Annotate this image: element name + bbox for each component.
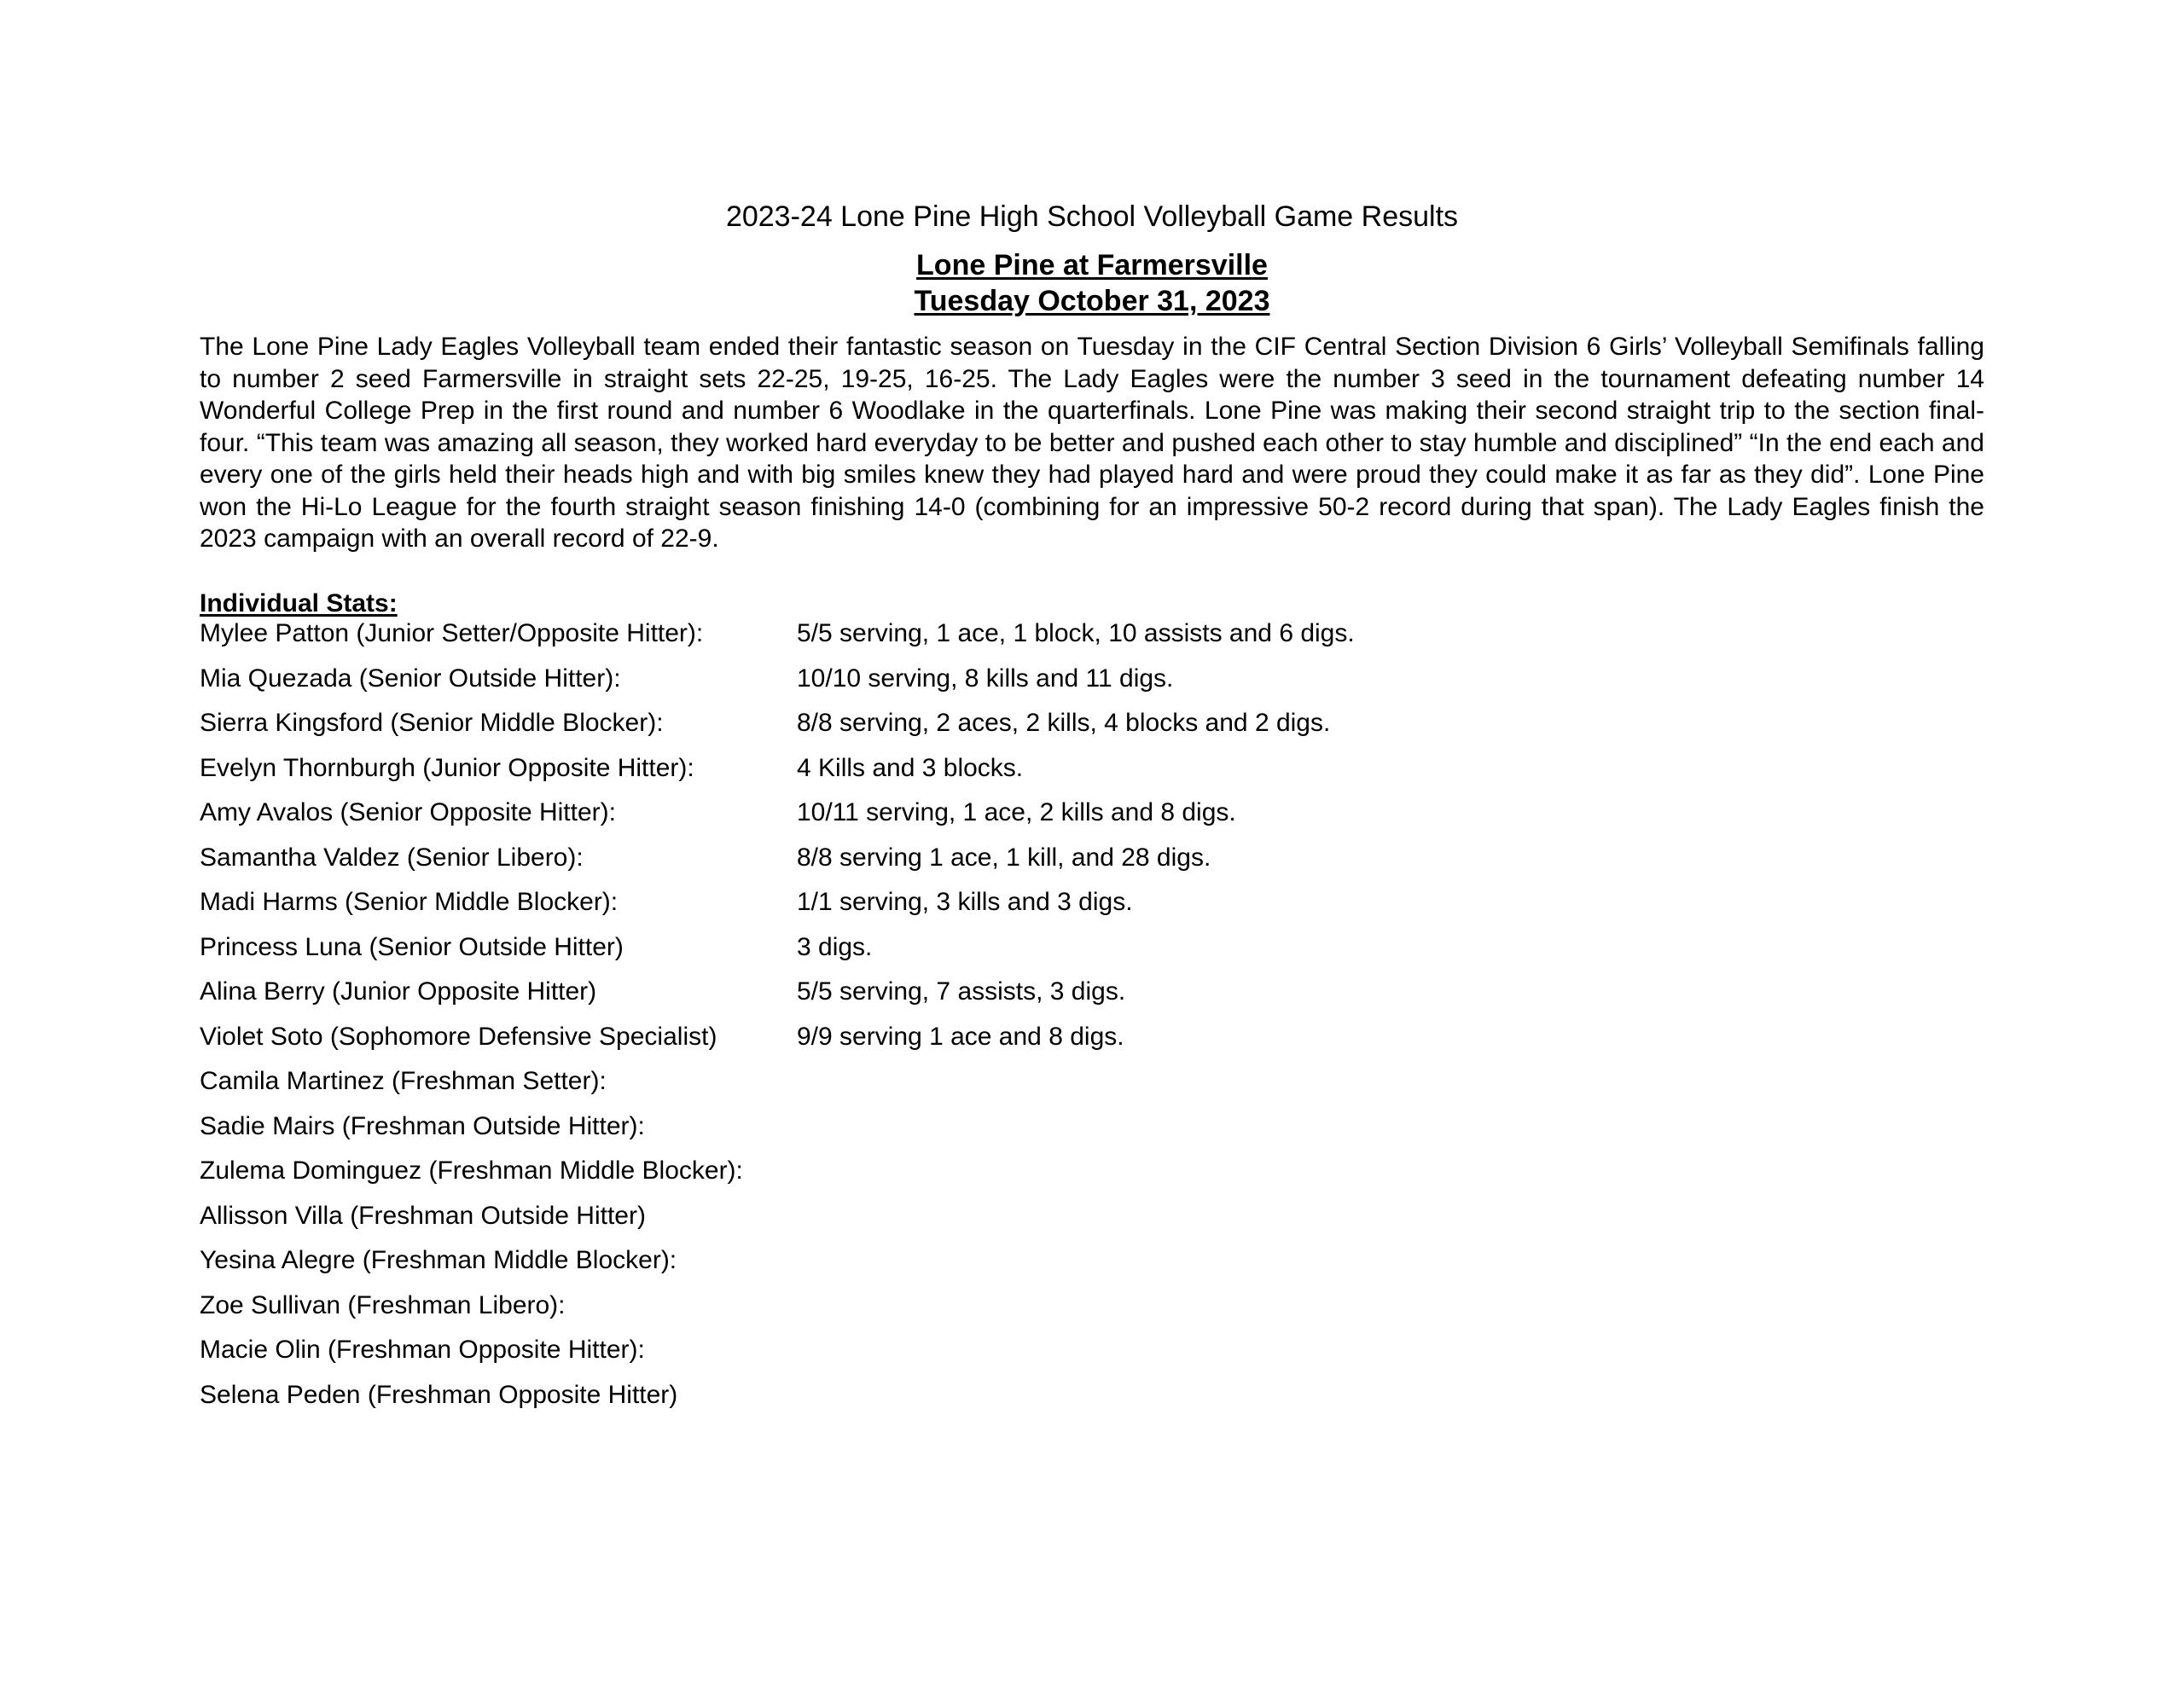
player-name: Alina Berry (Junior Opposite Hitter) [200, 977, 597, 1006]
player-name: Allisson Villa (Freshman Outside Hitter) [200, 1201, 646, 1230]
player-name: Macie Olin (Freshman Opposite Hitter): [200, 1336, 645, 1364]
player-name: Samantha Valdez (Senior Libero): [200, 843, 584, 872]
player-stat-line: 8/8 serving, 2 aces, 2 kills, 4 blocks and 2 digs. [797, 709, 1331, 737]
matchup-heading: Lone Pine at Farmersville [916, 249, 1268, 281]
stat-row [200, 930, 1821, 976]
player-name: Yesina Alegre (Freshman Middle Blocker): [200, 1246, 677, 1274]
stat-row [200, 1110, 1821, 1155]
player-name: Evelyn Thornburgh (Junior Opposite Hitter): [200, 753, 694, 782]
stat-row [200, 1378, 1821, 1423]
player-stat-line: 10/11 serving, 1 ace, 2 kills and 8 digs. [797, 798, 1236, 826]
player-stat-line: 3 digs. [797, 932, 873, 961]
player-name: Madi Harms (Senior Middle Blocker): [200, 888, 619, 916]
player-stat-line: 5/5 serving, 7 assists, 3 digs. [797, 977, 1126, 1006]
player-name: Mylee Patton (Junior Setter/Opposite Hitter): [200, 619, 704, 647]
stat-row [200, 1289, 1821, 1334]
player-name: Camila Martinez (Freshman Setter): [200, 1067, 607, 1095]
individual-stats-list [200, 617, 1821, 1423]
player-name: Sierra Kingsford (Senior Middle Blocker): [200, 709, 664, 737]
stat-row [200, 751, 1821, 797]
player-name: Selena Peden (Freshman Opposite Hitter) [200, 1380, 678, 1409]
stat-row [200, 617, 1821, 662]
stat-row [200, 1064, 1821, 1110]
date-heading: Tuesday October 31, 2023 [914, 285, 1270, 317]
stat-row [200, 975, 1821, 1020]
player-name: Zoe Sullivan (Freshman Libero): [200, 1290, 566, 1319]
player-name: Amy Avalos (Senior Opposite Hitter): [200, 798, 616, 826]
player-name: Sadie Mairs (Freshman Outside Hitter): [200, 1111, 645, 1140]
player-stat-line: 10/10 serving, 8 kills and 11 digs. [797, 664, 1174, 693]
stat-row [200, 1199, 1821, 1244]
stat-row [200, 706, 1821, 751]
player-stat-line: 5/5 serving, 1 ace, 1 block, 10 assists and 6 digs. [797, 619, 1355, 647]
document-title: 2023-24 Lone Pine High School Volleyball Game Results [725, 200, 1459, 233]
player-stat-line: 9/9 serving 1 ace and 8 digs. [797, 1022, 1124, 1051]
player-stat-line: 8/8 serving 1 ace, 1 kill, and 28 digs. [797, 843, 1211, 872]
stat-row [200, 841, 1821, 886]
game-summary-paragraph: The Lone Pine Lady Eagles Volleyball team ended their fantastic season on Tuesday in the CIF Central Section Division 6 Girls’ Volleyball Semifinals falling to number 2 seed Farmersville in straight sets 22-25, 19-25, 16-25. The Lady Eagles were the number 3 seed in the tournament defeating number 14 Wonderful College Prep in the first round and number 6 Woodlake in the quarterfinals. Lone Pine was making their second straight trip to the section final-four. “This team was amazing all season, they worked hard everyday to be better and pushed each other to stay humble and disciplined” “In the end each and every one of the girls held their heads high and with big smiles knew they had played hard and were proud they could make it as far as they did”. Lone Pine won the Hi-Lo League for the fourth straight season finishing 14-0 (combining for an impressive 50-2 record during that span). The Lady Eagles finish the 2023 campaign with an overall record of 22-9. [200, 333, 1984, 553]
player-name: Violet Soto (Sophomore Defensive Specialist) [200, 1022, 717, 1051]
stat-row [200, 1020, 1821, 1065]
stat-row [200, 885, 1821, 930]
individual-stats-heading: Individual Stats: [200, 589, 398, 617]
stat-row [200, 662, 1821, 707]
player-stat-line: 1/1 serving, 3 kills and 3 digs. [797, 888, 1133, 916]
stat-row [200, 796, 1821, 841]
player-name: Zulema Dominguez (Freshman Middle Blocker): [200, 1157, 743, 1185]
player-name: Mia Quezada (Senior Outside Hitter): [200, 664, 621, 693]
player-name: Princess Luna (Senior Outside Hitter) [200, 932, 624, 961]
stat-row [200, 1154, 1821, 1199]
stat-row [200, 1333, 1821, 1378]
player-stat-line: 4 Kills and 3 blocks. [797, 753, 1024, 782]
stat-row [200, 1244, 1821, 1289]
